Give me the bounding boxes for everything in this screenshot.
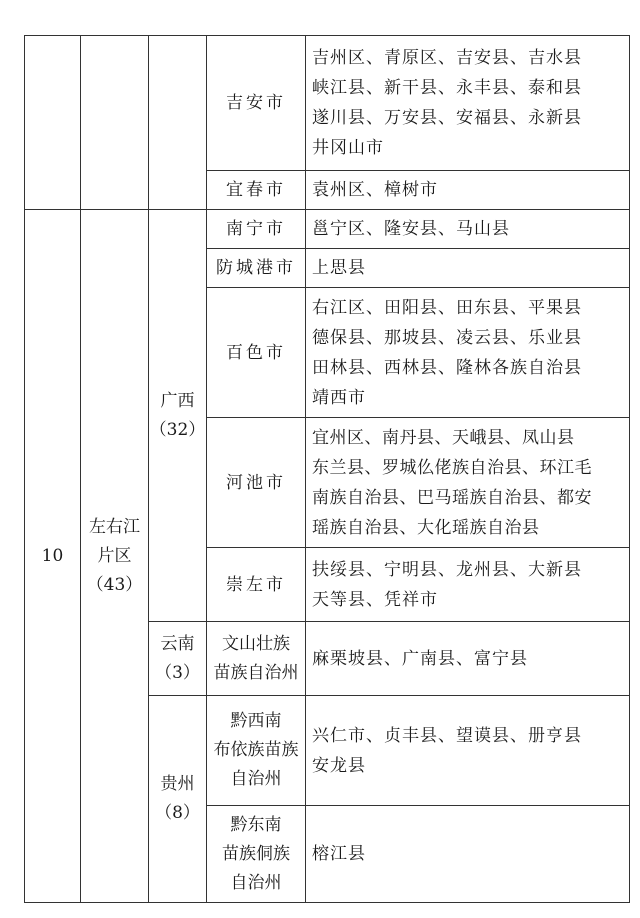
area-name-line: 片区 <box>97 545 132 566</box>
area-no-cell: 10 <box>25 210 81 903</box>
city-cell <box>207 806 306 903</box>
table-row <box>25 210 630 249</box>
poverty-area-county-table <box>24 35 630 903</box>
city-cell: 吉安市 <box>207 36 306 171</box>
city-name-line: 文山壮族 <box>222 633 290 654</box>
city-name-line: 自治州 <box>230 872 282 893</box>
city-cell <box>207 622 306 696</box>
counties-line: 靖西市 <box>312 387 366 408</box>
counties-line: 东兰县、罗城仫佬族自治县、环江毛 <box>312 457 592 478</box>
province-name-line: （8） <box>155 803 200 823</box>
counties-cell <box>306 36 630 171</box>
city-cell: 崇左市 <box>207 548 306 622</box>
province-name-line: （32） <box>149 419 206 440</box>
city-name-line: 布依族苗族 <box>213 740 299 760</box>
area-name-cell <box>81 36 149 210</box>
counties-cell: 榕江县 <box>306 806 630 903</box>
city-cell <box>207 696 306 806</box>
province-cell <box>149 696 207 903</box>
counties-cell: 麻栗坡县、广南县、富宁县 <box>306 622 630 696</box>
city-cell: 南宁市 <box>207 210 306 249</box>
counties-cell: 邕宁区、隆安县、马山县 <box>306 210 630 249</box>
area-name-line: （43） <box>86 574 143 595</box>
city-name-line: 黔西南 <box>230 711 282 731</box>
counties-line: 宜州区、南丹县、天峨县、凤山县 <box>312 427 575 448</box>
city-name-line: 苗族侗族 <box>222 843 290 864</box>
counties-line: 瑶族自治县、大化瑶族自治县 <box>312 517 540 538</box>
city-name-line: 黔东南 <box>230 814 282 835</box>
counties-line: 井冈山市 <box>312 138 384 158</box>
counties-line: 南族自治县、巴马瑶族自治县、都安 <box>312 487 592 508</box>
city-cell: 防城港市 <box>207 249 306 288</box>
counties-cell <box>306 696 630 806</box>
city-name-line: 苗族自治州 <box>213 662 299 683</box>
city-cell: 河池市 <box>207 418 306 548</box>
counties-cell <box>306 288 630 418</box>
counties-line: 吉州区、青原区、吉安县、吉水县 <box>312 48 582 68</box>
counties-cell: 袁州区、樟树市 <box>306 171 630 210</box>
city-name-line: 自治州 <box>230 769 282 789</box>
counties-line: 田林县、西林县、隆林各族自治县 <box>312 357 582 378</box>
counties-line: 德保县、那坡县、凌云县、乐业县 <box>312 327 582 348</box>
counties-line: 遂川县、万安县、安福县、永新县 <box>312 108 582 128</box>
area-name-cell <box>81 210 149 903</box>
counties-cell <box>306 418 630 548</box>
counties-line: 扶绥县、宁明县、龙州县、大新县 <box>312 559 582 580</box>
counties-line: 兴仁市、贞丰县、望谟县、册亨县 <box>312 725 582 746</box>
counties-cell <box>306 548 630 622</box>
province-cell <box>149 210 207 622</box>
counties-line: 安龙县 <box>312 755 366 776</box>
city-cell: 宜春市 <box>207 171 306 210</box>
area-no-cell <box>25 36 81 210</box>
province-cell <box>149 36 207 210</box>
counties-line: 右江区、田阳县、田东县、平果县 <box>312 297 582 318</box>
province-name-line: 云南 <box>160 633 195 654</box>
counties-line: 峡江县、新干县、永丰县、泰和县 <box>312 78 582 98</box>
province-name-line: 贵州 <box>160 774 195 794</box>
city-cell: 百色市 <box>207 288 306 418</box>
area-name-line: 左右江 <box>89 516 140 537</box>
counties-line: 天等县、凭祥市 <box>312 589 438 610</box>
province-name-line: 广西 <box>160 390 195 411</box>
table-row <box>25 36 630 171</box>
province-cell <box>149 622 207 696</box>
province-name-line: （3） <box>155 662 200 683</box>
counties-cell: 上思县 <box>306 249 630 288</box>
